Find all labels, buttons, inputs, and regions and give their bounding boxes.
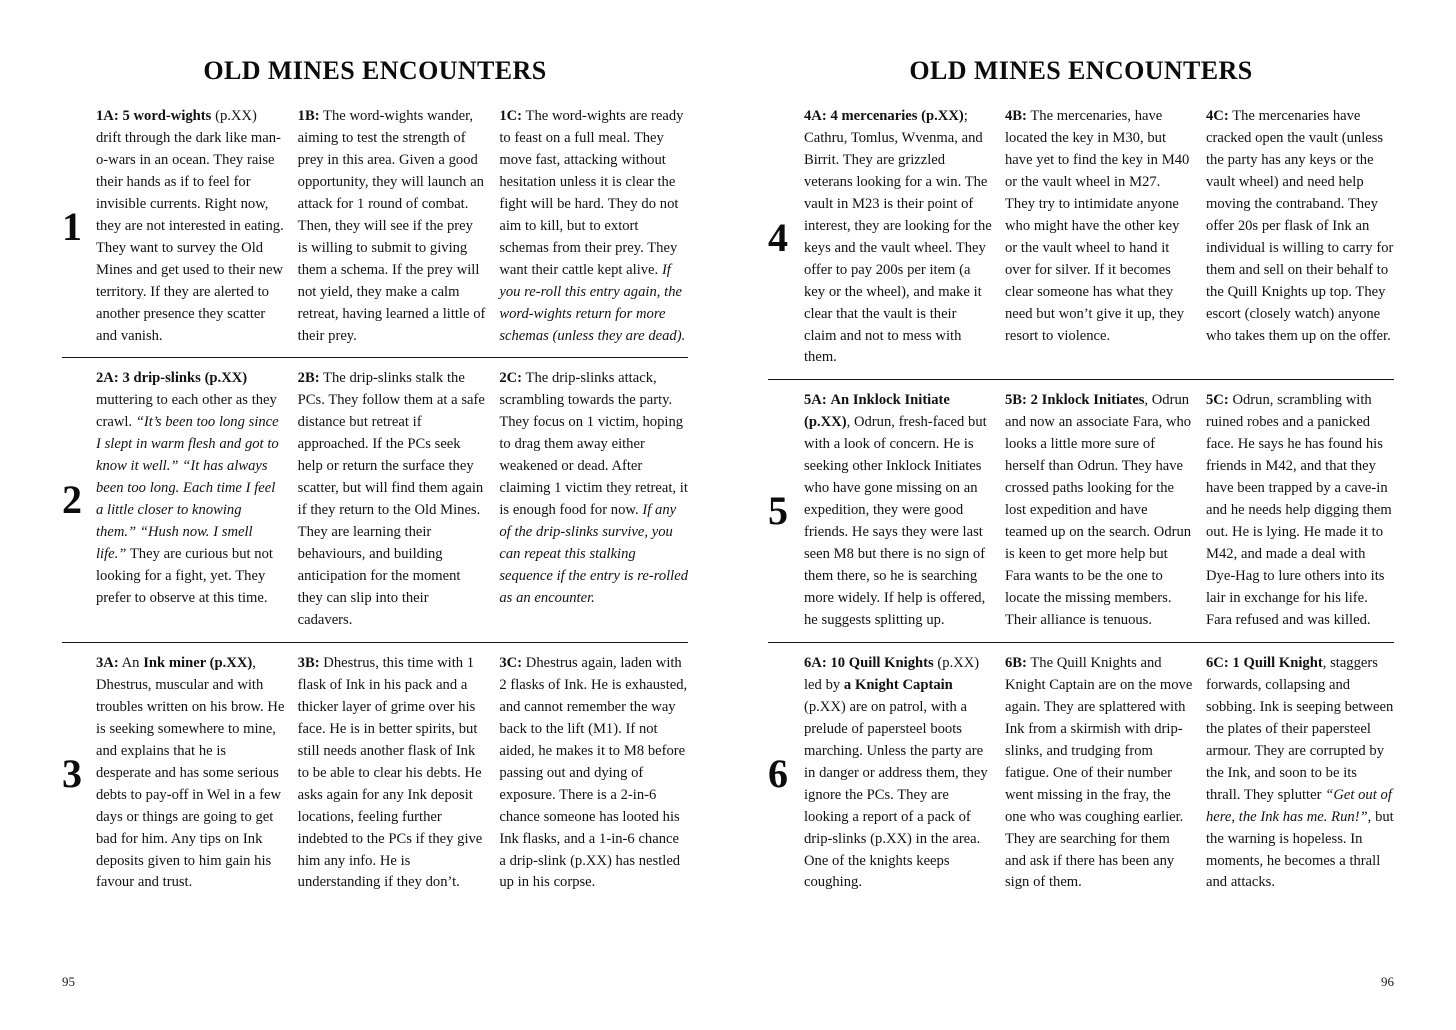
entry-label: 2B: [297, 370, 320, 387]
entry-bold-lead: An Inklock Initiate (p.XX) [804, 392, 950, 431]
entry-label: 4A: [804, 108, 827, 124]
encounter-row [768, 380, 1394, 642]
page-number-left: 95 [62, 974, 75, 989]
entry-text: Dhestrus, this time with 1 flask of Ink in his pack and a thicker layer of grime over his face. He is in better spirits, but still needs another flask of Ink to be able to clear his debts. He asks again for any Ink deposit locations, feeling further indebted to the PCs if they give him any info. He is understanding if they don’t. [297, 654, 483, 891]
entry-label: 3B: [297, 654, 320, 671]
entry-text: (p.XX) drift through the dark like man-o-wars in an ocean. They raise their hands as if to feel for invisible currents. Right now, they are not interested in eating. They want to survey the Old Mines and get used to their new territory. If they are alerted to another presence they scatter and vanish. [96, 108, 284, 344]
encounter-row [62, 643, 688, 904]
row-number: 5 [768, 488, 788, 534]
encounter-rows-left [62, 96, 688, 904]
encounter-entry-6a [804, 653, 992, 894]
entry-text: , Odrun, fresh-faced but with a look of concern. He is seeking other Inklock Initiates who have gone missing on an expedition, they were good friends. He says they were last seen M8 but there is no sign of them there, so he is searching more widely. If help is offered, he suggests splitting up. [804, 414, 987, 628]
encounter-rows-right [768, 96, 1394, 904]
entry-text: The drip-slinks attack, scrambling towards the party. They focus on 1 victim, hoping to drag them away either weakened or dead. After claiming 1 victim they retreat, it is enough food for now. [499, 370, 688, 519]
entry-text: The mercenaries have cracked open the vault (unless the party has any keys or the vault wheel) and need help moving the contraband. They offer 20s per flask of Ink an individual is willing to carry for them and sell on their behalf to the Quill Knights up top. They escort (closely watch) anyone who takes them up on the offer. [1206, 108, 1394, 344]
encounter-entry-6b [1005, 653, 1193, 894]
page-number-right: 96 [1381, 974, 1394, 989]
encounter-entry-2c [499, 368, 688, 631]
entry-label: 1B: [297, 108, 320, 124]
entry-text-lead: An [118, 654, 144, 671]
encounter-entry-3c [499, 653, 688, 894]
entry-text-tail: (p.XX) are on patrol, with a prelude of papersteel boots marching. Unless the party are in danger or address them, they ignore the PCs. They are looking a report of a pack of drip-slinks (p.XX) in the area. One of the knights keeps coughing. [804, 698, 988, 891]
entry-text-tail: They are curious but not looking for a fight, yet. They prefer to observe at this time. [96, 546, 273, 607]
entry-label: 4B: [1005, 108, 1027, 124]
entry-text: The word-wights are ready to feast on a full meal. They move fast, attacking without hesitation unless it is clear the fight will be hard. They do not aim to kill, but to extort schemas from their prey. They want their cattle kept alive. [499, 108, 684, 278]
row-number: 4 [768, 214, 788, 260]
entry-text: The Quill Knights and Knight Captain are on the move again. They are splattered with Ink from a skirmish with drip-slinks, and trudging from fatigue. One of their number went missing in the fray, the one who was coughing earlier. They are searching for them and ask if there has been any sign of them. [1005, 654, 1193, 891]
row-number: 2 [62, 477, 82, 523]
encounter-entry-2a [96, 368, 285, 631]
entry-text: , Odrun and now an associate Fara, who looks a little more sure of herself than Odrun. They have crossed paths looking for the lost expedition and have teamed up on the search. Odrun is keen to get more help but Fara wants to be the one to locate the missing members. Their alliance is tenuous. [1005, 392, 1192, 628]
entry-label: 4C: [1206, 108, 1229, 124]
page-title-left: OLD MINES ENCOUNTERS [203, 56, 547, 85]
entry-text: (p.XX) led by [804, 654, 980, 693]
entry-label: 5B: [1005, 392, 1027, 409]
entry-text: ; Cathru, Tomlus, Wvenma, and Birrit. They are grizzled veterans looking for a win. The vault in M23 is their point of interest, they are looking for the keys and the vault wheel. They offer to pay 200s per item (a key or the wheel), and make it clear that the vault is their claim and not to mess with them. [804, 108, 992, 366]
entry-text: Dhestrus again, laden with 2 flasks of Ink. He is exhausted, and cannot remember the way back to the lift (M1). If not aided, he makes it to M8 before passing out and dying of exposure. There is a 2-in-6 chance someone has looted his Ink flasks, and a 1-in-6 chance a drip-slink (p.XX) has nestled up in his corpse. [499, 654, 688, 891]
entry-bold-lead: 2 Inklock Initiates [1030, 392, 1145, 409]
entry-label: 6A: [804, 654, 827, 671]
encounter-entry-5a [804, 390, 992, 631]
row-columns [96, 653, 688, 894]
encounter-entry-1a [96, 106, 285, 347]
encounter-entry-4a [804, 106, 992, 369]
entry-text: The word-wights wander, aiming to test the strength of prey in this area. Given a good opportunity, they will launch an attack for 1 round of combat. Then, they will see if the prey is willing to submit to giving them a schema. If the prey will not yield, they make a calm retreat, having learned a little of their prey. [297, 108, 486, 344]
encounter-entry-4b [1005, 106, 1193, 369]
entry-text: Odrun, scrambling with ruined robes and a panicked face. He says he has found his friends in M42, and that they have been trapped by a cave-in and he needs help digging them out. He is lying. He made it to M42, and made a deal with Dye-Hag to lure others into its lair in exchange for his life. Fara refused and was killed. [1206, 392, 1392, 628]
entry-text: The drip-slinks stalk the PCs. They follow them at a safe distance but retreat if approached. If the PCs seek help or return the surface they scatter, but will find them again if they return to the Old Mines. They are learning their behaviours, and building anticipation for the moment they can slip into their cadavers. [297, 370, 485, 628]
entry-italic-note: If any of the drip-slinks survive, you can repeat this stalking sequence if the entry is re-rolled as an encounter. [499, 502, 689, 607]
entry-bold-lead: 1 Quill Knight [1232, 654, 1323, 671]
encounter-entry-6c [1206, 653, 1394, 894]
entry-text-tail: , but the warning is hopeless. In moments, he becomes a thrall and attacks. [1206, 808, 1394, 891]
encounter-entry-1c [499, 106, 688, 347]
row-columns [804, 390, 1394, 631]
entry-bold-lead: 10 Quill Knights [830, 654, 934, 671]
encounter-entry-2b [298, 368, 487, 631]
entry-label: 3A: [96, 654, 119, 671]
page-title-right: OLD MINES ENCOUNTERS [909, 56, 1253, 85]
entry-text: , staggers forwards, collapsing and sobbing. Ink is seeping between the plates of their papersteel armour. They are corrupted by the Ink, and soon to be its thrall. They splutter [1206, 654, 1394, 803]
encounter-entry-3a [96, 653, 285, 894]
entry-italic-note: If you re-roll this entry again, the word-wights return for more schemas (unless they are dead). [499, 261, 686, 344]
row-columns [804, 653, 1394, 894]
entry-label: 2C: [499, 370, 523, 387]
entry-label: 2A: [96, 370, 119, 387]
entry-bold-lead: 5 word-wights [122, 108, 212, 124]
row-number: 1 [62, 203, 82, 249]
encounter-entry-5b [1005, 390, 1193, 631]
entry-italic-quote: “It’s been too long since I slept in warm flesh and got to know it well.” “It has always been too long. Each time I feel a little closer to knowing them.” “Hush now. I smell life.” [96, 414, 279, 563]
entry-label: 1A: [96, 108, 119, 124]
entry-bold-lead: Ink miner (p.XX) [143, 654, 253, 671]
encounter-row [62, 96, 688, 358]
entry-italic-quote: “Get out of here, the Ink has me. Run!” [1206, 786, 1392, 825]
encounter-entry-5c [1206, 390, 1394, 631]
row-columns [804, 106, 1394, 369]
entry-bold-lead: 4 mercenaries (p.XX) [830, 108, 964, 124]
row-columns [96, 368, 688, 631]
entry-text: muttering to each other as they crawl. [96, 392, 277, 431]
row-number: 3 [62, 750, 82, 796]
entry-label: 6C: [1206, 654, 1229, 671]
encounter-row [62, 358, 688, 642]
entry-text: The mercenaries, have located the key in M30, but have yet to find the key in M40 or the vault wheel in M27. They try to intimidate anyone who might have the other key or the vault wheel to hand it over for silver. If it becomes clear someone has what they need but won’t give it up, they resort to violence. [1005, 108, 1190, 344]
entry-bold-lead: 3 drip-slinks (p.XX) [122, 370, 248, 387]
entry-label: 1C: [499, 108, 523, 124]
row-number: 6 [768, 750, 788, 796]
entry-label: 6B: [1005, 654, 1027, 671]
entry-text: , Dhestrus, muscular and with troubles written on his brow. He is seeking somewhere to mine, and explains that he is desperate and has some serious debts to pay-off in Wel in a few days or things are going to get bad for him. Any tips on Ink deposits given to him gain his favour and trust. [96, 654, 285, 891]
row-columns [96, 106, 688, 347]
right-page [728, 0, 1456, 1030]
entry-bold-mid: a Knight Captain [843, 676, 953, 693]
encounter-row [768, 643, 1394, 904]
encounter-entry-3b [298, 653, 487, 894]
entry-label: 5C: [1206, 392, 1229, 409]
encounter-entry-1b [298, 106, 487, 347]
entry-label: 3C: [499, 654, 523, 671]
entry-label: 5A: [804, 392, 827, 409]
encounter-row [768, 96, 1394, 380]
encounter-entry-4c [1206, 106, 1394, 369]
